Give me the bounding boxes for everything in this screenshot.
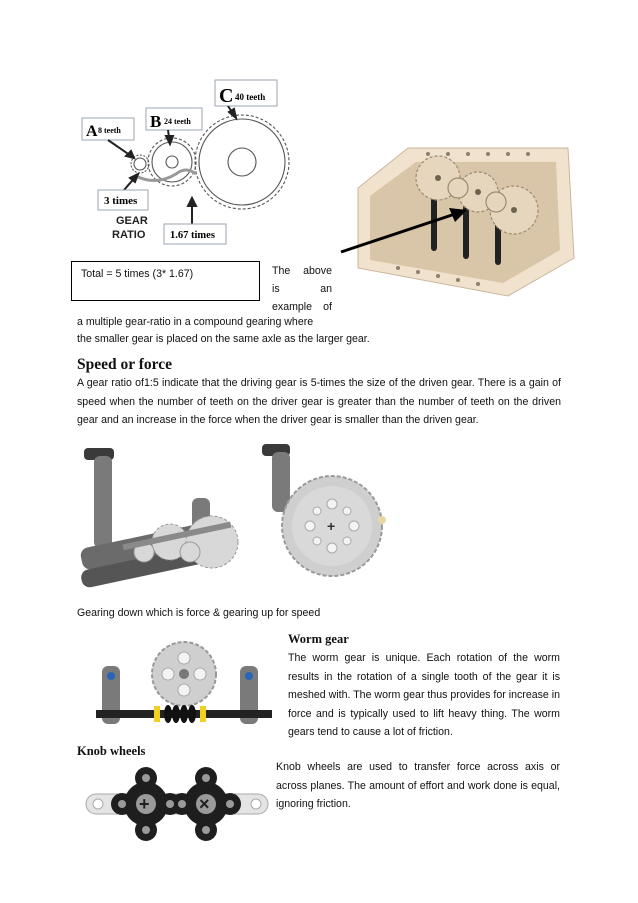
worm-paragraph: The worm gear is unique. Each rotation of the worm results in the rotation of a single tooth of the gear it is meshed with. The worm gear thus provides for increase in force and is typically used to lift heavy thing. The worm gears tend to cause a lot of friction. bbox=[288, 652, 560, 738]
intro-line-1-text: The above bbox=[272, 265, 332, 277]
intro-right-line-1 bbox=[272, 262, 332, 281]
gear-ratio-diagram bbox=[78, 78, 323, 248]
intro-right-line-2 bbox=[272, 280, 332, 299]
intro-line-4: a multiple gear-ratio in a compound gearing where bbox=[77, 316, 314, 328]
gearing-lego-photo bbox=[72, 438, 412, 588]
pointer-arrow bbox=[335, 200, 475, 260]
total-box bbox=[71, 261, 260, 301]
gear-word: GEAR bbox=[116, 215, 148, 227]
label-c: C bbox=[219, 85, 234, 107]
teeth-a: 8 teeth bbox=[98, 126, 121, 135]
speed-heading: Speed or force bbox=[77, 356, 172, 373]
knob-wheels-photo bbox=[82, 764, 272, 852]
worm-heading: Worm gear bbox=[288, 632, 349, 646]
knob-heading: Knob wheels bbox=[77, 744, 146, 758]
teeth-b: 24 teeth bbox=[164, 117, 191, 126]
svg-text:×: × bbox=[199, 794, 210, 814]
intro-line-3-text: example of bbox=[272, 301, 332, 313]
intro-line-2-text: is an bbox=[272, 283, 332, 295]
intro-line-5: the smaller gear is placed on the same axle as the larger gear. bbox=[77, 333, 370, 345]
worm-gear-photo bbox=[96, 636, 272, 736]
ratio-word: RATIO bbox=[112, 229, 146, 241]
ratio-label-1: 3 times bbox=[104, 195, 138, 207]
label-a: A bbox=[86, 123, 98, 140]
svg-text:+: + bbox=[327, 518, 336, 534]
ratio-label-2: 1.67 times bbox=[170, 230, 215, 241]
svg-text:+: + bbox=[139, 794, 150, 814]
teeth-c: 40 teeth bbox=[235, 92, 266, 102]
speed-paragraph: A gear ratio of1:5 indicate that the driving gear is 5-times the size of the driven gear. There is a gain of speed when the number of teeth on the driver gear is greater than the number of teeth on the driven gear and an increase in the force when the driver gear is smaller than the driven gear. bbox=[77, 377, 561, 426]
knob-paragraph: Knob wheels are used to transfer force across axis or across planes. The amount of effort and work done is equal, ignoring friction. bbox=[276, 761, 560, 810]
gearing-caption: Gearing down which is force & gearing up for speed bbox=[77, 607, 321, 619]
label-b: B bbox=[150, 112, 162, 131]
total-text: Total = 5 times (3* 1.67) bbox=[81, 268, 194, 280]
